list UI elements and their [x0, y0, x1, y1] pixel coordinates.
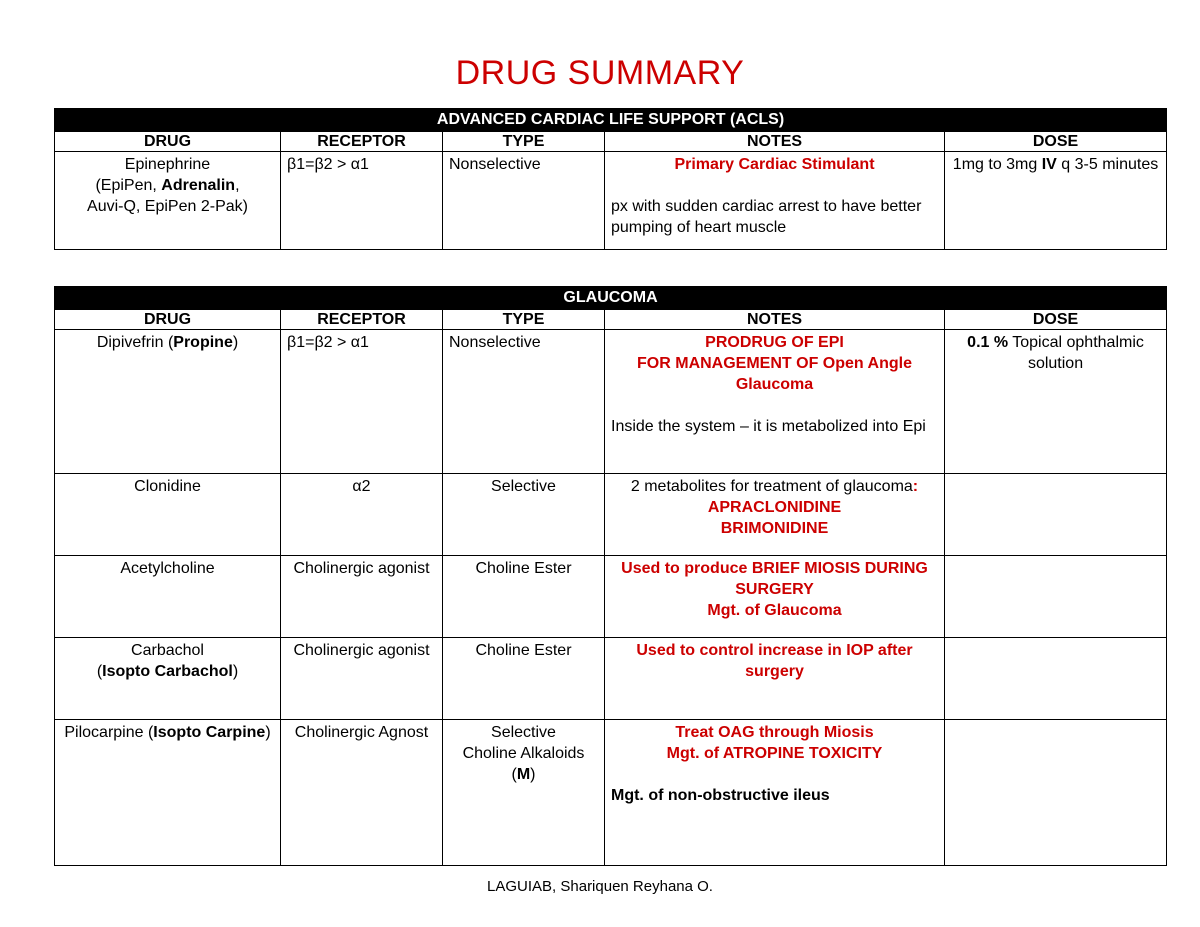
dose-cell: [945, 474, 1167, 556]
receptor-cell: Cholinergic agonist: [281, 556, 443, 638]
drug-cell: Dipivefrin (Propine): [55, 330, 281, 474]
receptor-cell: β1=β2 > α1: [281, 330, 443, 474]
table-row: [55, 638, 1167, 720]
brand-name: Adrenalin: [161, 177, 236, 194]
col-drug: DRUG: [55, 132, 281, 152]
type-cell: Nonselective: [443, 330, 605, 474]
footer-author: LAGUIAB, Shariquen Reyhana O.: [487, 878, 713, 895]
acls-column-headers: [55, 132, 1167, 152]
col-receptor: RECEPTOR: [281, 132, 443, 152]
acls-table: [54, 108, 1167, 250]
notes-cell: Treat OAG through Miosis Mgt. of ATROPINE TOXICITY Mgt. of non-obstructive ileus: [605, 720, 945, 866]
col-drug: DRUG: [55, 310, 281, 330]
table-row: [55, 556, 1167, 638]
drug-cell: Epinephrine (EpiPen, Adrenalin, Auvi-Q, EpiPen 2-Pak): [55, 152, 281, 250]
drug-name: Epinephrine: [124, 156, 211, 173]
notes-cell: Used to control increase in IOP after surgery: [605, 638, 945, 720]
dose-cell: [945, 720, 1167, 866]
table-row: [55, 152, 1167, 250]
type-cell: Selective: [443, 474, 605, 556]
glaucoma-section-header: GLAUCOMA: [55, 287, 1167, 310]
drug-cell: Carbachol (Isopto Carbachol): [55, 638, 281, 720]
drug-cell: Pilocarpine (Isopto Carpine): [55, 720, 281, 866]
page-title: DRUG SUMMARY: [455, 54, 745, 92]
notes-cell: Used to produce BRIEF MIOSIS DURING SURGERY Mgt. of Glaucoma: [605, 556, 945, 638]
col-type: TYPE: [443, 132, 605, 152]
table-row: [55, 330, 1167, 474]
drug-cell: Clonidine: [55, 474, 281, 556]
glaucoma-column-headers: [55, 310, 1167, 330]
drug-cell: Acetylcholine: [55, 556, 281, 638]
col-type: TYPE: [443, 310, 605, 330]
acls-section-header: ADVANCED CARDIAC LIFE SUPPORT (ACLS): [55, 109, 1167, 132]
col-dose: DOSE: [945, 310, 1167, 330]
receptor-cell: α2: [281, 474, 443, 556]
dose-cell: [945, 638, 1167, 720]
type-cell: Choline Ester: [443, 556, 605, 638]
type-cell: Choline Ester: [443, 638, 605, 720]
glaucoma-table: [54, 286, 1167, 866]
col-receptor: RECEPTOR: [281, 310, 443, 330]
type-cell: Selective Choline Alkaloids (M): [443, 720, 605, 866]
receptor-cell: Cholinergic Agnost: [281, 720, 443, 866]
dose-cell: [945, 556, 1167, 638]
col-notes: NOTES: [605, 132, 945, 152]
col-notes: NOTES: [605, 310, 945, 330]
dose-cell: 1mg to 3mg IV q 3-5 minutes: [945, 152, 1167, 250]
receptor-cell: β1=β2 > α1: [281, 152, 443, 250]
notes-cell: PRODRUG OF EPI FOR MANAGEMENT OF Open Angle Glaucoma Inside the system – it is metabolized into Epi: [605, 330, 945, 474]
dose-cell: 0.1 % Topical ophthalmic solution: [945, 330, 1167, 474]
notes-cell: 2 metabolites for treatment of glaucoma: APRACLONIDINE BRIMONIDINE: [605, 474, 945, 556]
table-row: [55, 474, 1167, 556]
col-dose: DOSE: [945, 132, 1167, 152]
receptor-cell: Cholinergic agonist: [281, 638, 443, 720]
type-cell: Nonselective: [443, 152, 605, 250]
table-row: [55, 720, 1167, 866]
notes-cell: Primary Cardiac Stimulant px with sudden cardiac arrest to have better pumping of heart muscle: [605, 152, 945, 250]
